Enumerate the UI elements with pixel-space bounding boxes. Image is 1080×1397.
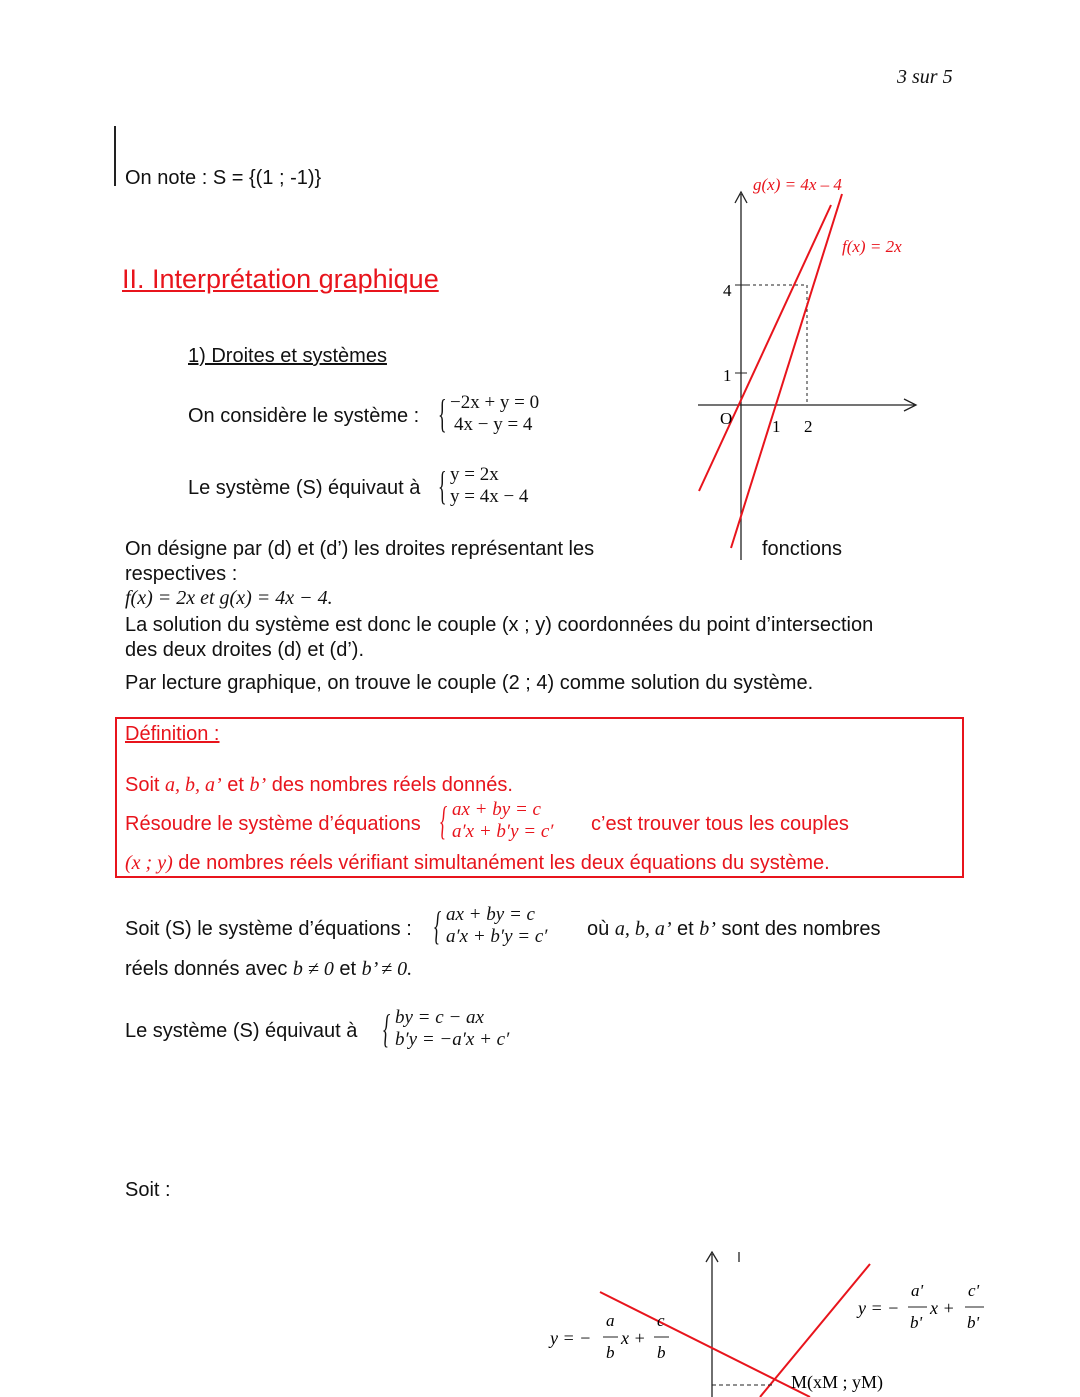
general-intro: Soit (S) le système d’équations :	[125, 918, 412, 940]
label-tick-x2: 2	[804, 417, 813, 436]
brace-symbol: {	[434, 903, 442, 948]
general-equations	[434, 903, 548, 948]
general-line2	[125, 958, 412, 981]
section-title: II. Interprétation graphique	[122, 264, 439, 294]
label-g: g(x) = 4x – 4	[753, 175, 842, 194]
point-label: M(xM ; yM)	[791, 1372, 884, 1392]
right-y: y = −	[858, 1298, 900, 1318]
right-frac1-num: a'	[911, 1281, 924, 1300]
graph-general	[540, 1240, 1000, 1397]
note-line: On note : S = {(1 ; -1)}	[125, 167, 322, 189]
def-line1-vars: a, b, a’	[165, 774, 222, 796]
left-x-plus: x +	[621, 1328, 646, 1348]
left-frac1-den: b	[606, 1343, 615, 1362]
para1-line3: f(x) = 2x et g(x) = 4x − 4.	[125, 587, 333, 609]
equiv-intro: Le système (S) équivaut à	[188, 477, 421, 499]
general-after-suffix: sont des nombres	[715, 918, 881, 940]
equiv-equations	[438, 463, 529, 508]
general-line2-prefix: réels donnés avec	[125, 958, 293, 980]
def-line1-et: et	[221, 774, 250, 796]
right-frac2-num: c'	[968, 1281, 980, 1300]
brace-symbol: {	[438, 463, 447, 508]
system-eq1: −2x + y = 0	[450, 392, 540, 413]
general-eq2: a′x + b′y = c′	[446, 926, 548, 947]
general-equiv-eq1: by = c − ax	[395, 1007, 484, 1028]
general-line2-mid: et	[333, 958, 362, 980]
left-frac2-den: b	[657, 1343, 666, 1362]
general-eq1: ax + by = c	[446, 904, 535, 925]
label-tick-y1: 1	[723, 366, 732, 385]
margin-bar	[114, 126, 116, 186]
equiv-eq2: y = 4x − 4	[450, 486, 529, 507]
right-frac1-den: b'	[910, 1313, 923, 1332]
graph-droites	[690, 170, 950, 565]
line-f	[699, 205, 831, 491]
general-after-et: et	[671, 918, 700, 940]
definition-title: Définition :	[125, 723, 220, 745]
def-eq1: ax + by = c	[452, 799, 541, 820]
label-f: f(x) = 2x	[842, 237, 902, 256]
system-equations	[438, 391, 540, 436]
para1-fonctions: fonctions	[762, 538, 843, 560]
para2-line2: des deux droites (d) et (d’).	[125, 639, 364, 661]
def-line1-bp: b’	[249, 774, 267, 796]
right-frac2-den: b'	[967, 1313, 980, 1332]
para1-line2: respectives :	[125, 563, 238, 585]
brace-symbol: {	[438, 391, 447, 436]
def-line1-prefix: Soit	[125, 774, 166, 796]
left-frac1-num: a	[606, 1311, 615, 1330]
general-after-vars: a, b, a’	[614, 918, 672, 940]
system-intro: On considère le système :	[188, 405, 420, 427]
para3: Par lecture graphique, on trouve le couple (2 ; 4) comme solution du système.	[125, 672, 814, 694]
subsection-title: 1) Droites et systèmes	[188, 345, 387, 367]
general-equiv-intro: Le système (S) équivaut à	[125, 1020, 358, 1042]
definition-line1	[125, 774, 513, 797]
general-after	[587, 918, 880, 941]
general-cond1: b ≠ 0	[292, 958, 334, 980]
general-cond2: b’ ≠ 0.	[361, 958, 413, 980]
left-y: y = −	[550, 1328, 592, 1348]
brace-symbol: {	[440, 798, 448, 843]
system-eq2: 4x − y = 4	[454, 414, 533, 435]
definition-line2-prefix: Résoudre le système d’équations	[125, 813, 421, 835]
general-equiv-equations	[383, 1006, 510, 1051]
brace-symbol: {	[383, 1006, 391, 1051]
left-frac2-num: c	[657, 1311, 665, 1330]
label-tick-y4: 4	[723, 281, 732, 300]
general-after-bp: b’	[699, 918, 716, 940]
general-after-prefix: où	[587, 918, 615, 940]
def-line1-suffix: des nombres réels donnés.	[266, 774, 513, 796]
def-line3-rest: de nombres réels vérifiant simultanément les deux équations du système.	[172, 852, 830, 874]
page-number: 3 sur 5	[897, 66, 953, 88]
right-x-plus: x +	[930, 1298, 955, 1318]
line-g	[731, 194, 842, 548]
def-line3-xy: (x ; y)	[125, 852, 173, 874]
para2-line1: La solution du système est donc le couple (x ; y) coordonnées du point d’intersection	[125, 614, 874, 636]
definition-line2-suffix: c’est trouver tous les couples	[591, 813, 849, 835]
soit-label: Soit :	[125, 1179, 171, 1201]
equiv-eq1: y = 2x	[450, 464, 499, 485]
label-origin: O	[720, 409, 733, 428]
para1-line1: On désigne par (d) et (d’) les droites représentant les	[125, 538, 595, 560]
general-equiv-eq2: b′y = −a′x + c′	[395, 1029, 510, 1050]
label-tick-x1: 1	[772, 417, 781, 436]
definition-line3	[125, 852, 830, 875]
def-eq2: a′x + b′y = c′	[452, 821, 554, 842]
definition-equations	[440, 798, 554, 843]
